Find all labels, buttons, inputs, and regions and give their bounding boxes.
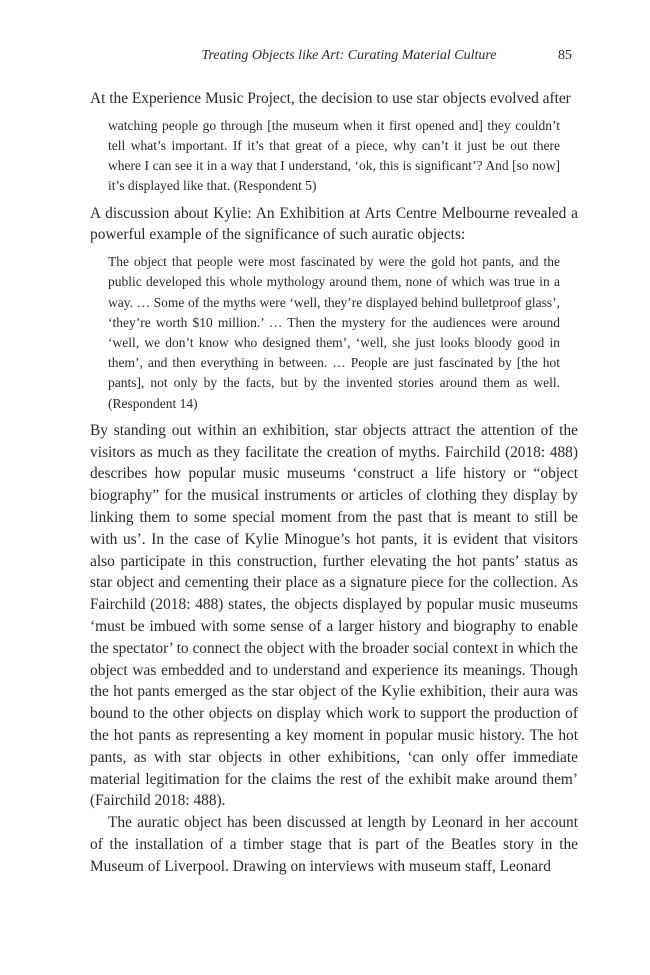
- auratic-object-paragraph: The auratic object has been discussed at length by Leonard in her account of the installation of a timber stage that is part of the Beatles story in the Museum of Liverpool. Drawing on interviews with museum staff, Leonard: [90, 814, 578, 875]
- quote-text: The object that people were most fascinated by were the gold hot pants, and the public developed this whole mythology around them, none of which was true in a way. … Some of the myths were ‘well, they’re displayed behind bulletproof glass’, ‘they’re worth $10 million.’ … Then the mystery for the audiences were around ‘well, we don’t know who designed them’, ‘well, she just looks bloody good in them’, and then everything in between. … People are just fascinated by [the hot pants], not only by the facts, but by the invented stories around them as well. (Respondent 14): [108, 254, 560, 411]
- block-quote-respondent-14: [90, 252, 578, 414]
- quote-text: watching people go through [the museum when it first opened and] they couldn’t tell what’s important. If it’s that great of a piece, why can’t it just be out there where I can see it in a way that I understand, ‘ok, this is significant’? And [so now] it’s displayed like that. (Respondent 5): [108, 117, 560, 194]
- running-title: Treating Objects like Art: Curating Material Culture: [201, 48, 497, 63]
- running-head: [90, 46, 578, 66]
- block-quote-respondent-5: [90, 116, 578, 197]
- page-number: 85: [558, 48, 572, 63]
- intro-paragraph: At the Experience Music Project, the decision to use star objects evolved after: [90, 90, 571, 107]
- body-text: [90, 88, 578, 878]
- kylie-intro-paragraph: A discussion about Kylie: An Exhibition at Arts Centre Melbourne revealed a powerful example of the significance of such auratic objects:: [90, 204, 578, 244]
- star-objects-paragraph: By standing out within an exhibition, star objects attract the attention of the visitors as much as they facilitate the creation of myths. Fairchild (2018: 488) describes how popular music museums ‘construct a life history or “object biography” for the musical instruments or articles of clothing they display by linking them to some special moment from the past that is meant to still be with us’. In the case of Kylie Minogue’s hot pants, it is evident that visitors also participate in this construction, further elevating the hot pants’ status as star object and cementing their place as a signature piece for the collection. As Fairchild (2018: 488) states, the objects displayed by popular music museums ‘must be imbued with some sense of a larger history and biography to enable the spectator’ to connect the object with the broader social context in which the object was embedded and to understand and experience its meanings. Though the hot pants emerged as the star object of the Kylie exhibition, their aura was bound to the other objects on display which work to support the production of the hot pants as representing a key moment in popular music history. The hot pants, as with star objects in other exhibitions, ‘can only offer immediate material legitimation for the claims the rest of the exhibit make around them’ (Fairchild 2018: 488).: [90, 421, 578, 810]
